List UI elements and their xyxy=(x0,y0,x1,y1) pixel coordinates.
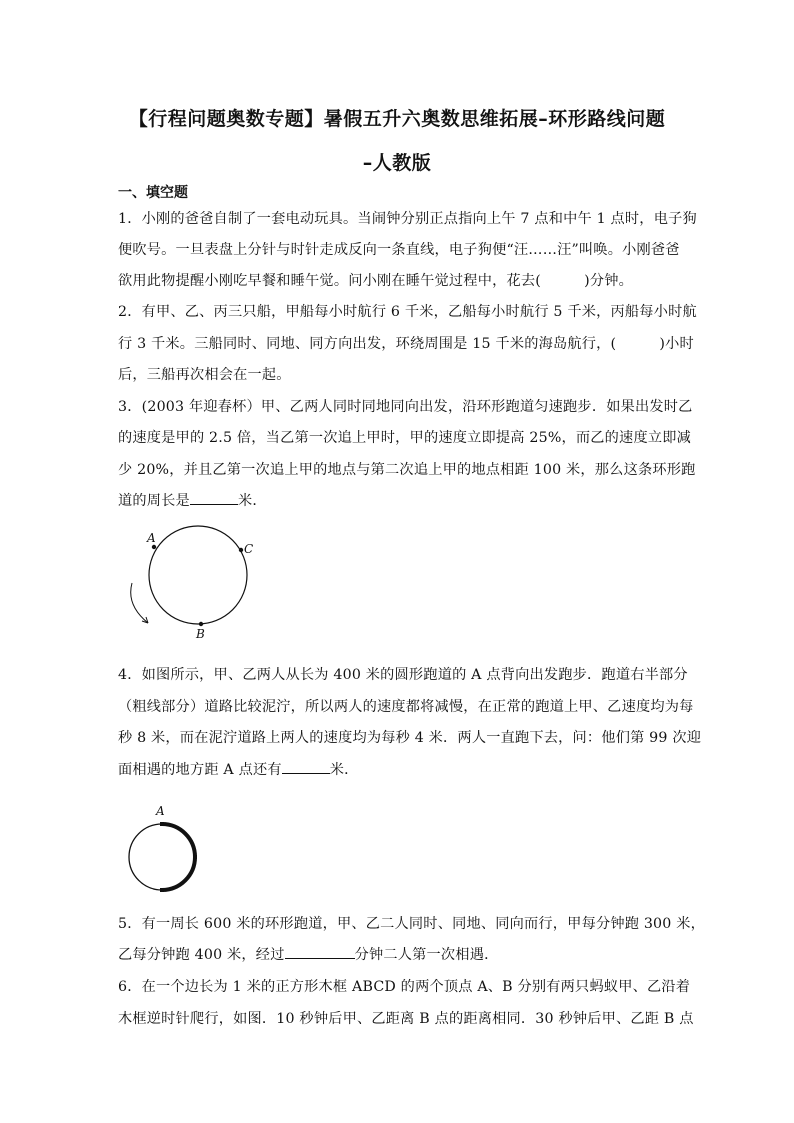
muddy-section xyxy=(162,824,195,890)
q2-line-2: 行 3 千米。三船同时、同地、同方向出发，环绕周围是 15 千米的海岛航行，( )小时 xyxy=(118,336,694,352)
q3-line-1: 3．(2003 年迎春杯）甲、乙两人同时同地同向出发，沿环形跑道匀速跑步．如果出发时乙 xyxy=(118,399,693,415)
q1-line-3: 欲用此物提醒小刚吃早餐和睡午觉。问小刚在睡午觉过程中，花去( )分钟。 xyxy=(118,273,634,289)
q4-line-4-start: 面相遇的地方距 A 点还有 xyxy=(118,762,282,778)
point-right xyxy=(193,855,197,859)
label-a: A xyxy=(147,531,156,545)
q5-line-2 xyxy=(118,944,678,964)
figure-circle-muddy xyxy=(120,800,220,895)
q4-line-2: （粗线部分）道路比较泥泞，所以两人的速度都将减慢，在正常的跑道上甲、乙速度均为每 xyxy=(118,699,694,715)
q2-line-3: 后，三船再次相会在一起。 xyxy=(118,367,291,383)
figure-circle-abc xyxy=(110,525,270,650)
q5-line-1: 5．有一周长 600 米的环形跑道，甲、乙二人同时、同地、同向而行，甲每分钟跑 300 米， xyxy=(118,916,705,932)
page-title: 【行程问题奥数专题】暑假五升六奥数思维拓展–环形路线问题 xyxy=(128,108,666,130)
q1-line-1: 1．小刚的爸爸自制了一套电动玩具。当闹钟分别正点指向上午 7 点和中午 1 点时，电子狗 xyxy=(118,211,697,227)
q1-line-2: 便吹号。一旦表盘上分针与时针走成反向一条直线，电子狗便“汪……汪”叫唤。小刚爸爸 xyxy=(118,242,680,258)
section-heading: 一、填空题 xyxy=(118,185,188,201)
q4-line-3: 秒 8 米，而在泥泞道路上两人的速度均为每秒 4 米．两人一直跑下去，问：他们第 99 次迎 xyxy=(118,730,702,746)
point-a xyxy=(160,822,164,826)
q6-line-2: 木框逆时针爬行，如图．10 秒钟后甲、乙距离 B 点的距离相同．30 秒钟后甲、乙距 B 点 xyxy=(118,1011,694,1027)
q3-line-3: 少 20%，并且乙第一次追上甲的地点与第二次追上甲的地点相距 100 米，那么这条环形跑 xyxy=(118,462,696,478)
q3-line-4 xyxy=(118,490,678,510)
point-a xyxy=(152,545,156,549)
label-b: B xyxy=(196,627,205,641)
point-bottom xyxy=(160,888,164,892)
q4-line-4 xyxy=(118,759,678,779)
answer-blank-q3[interactable] xyxy=(190,490,238,505)
label-c: C xyxy=(244,542,254,556)
q3-line-4-start: 道的周长是 xyxy=(118,493,190,509)
q5-line-2-end: 分钟二人第一次相遇． xyxy=(354,947,499,963)
label-a: A xyxy=(156,804,165,818)
point-b xyxy=(199,622,203,626)
page-title-continued: –人教版 xyxy=(362,152,432,174)
direction-arrow xyxy=(131,583,148,623)
q3-line-4-end: 米． xyxy=(237,493,267,509)
answer-blank-q4[interactable] xyxy=(282,759,330,774)
q5-line-2-start: 乙每分钟跑 400 米，经过 xyxy=(118,947,285,963)
q4-line-4-end: 米． xyxy=(329,762,359,778)
answer-blank-q5[interactable] xyxy=(285,944,355,959)
q4-line-1: 4．如图所示，甲、乙两人从长为 400 米的圆形跑道的 A 点背向出发跑步．跑道右半部分 xyxy=(118,667,688,683)
q3-line-2: 的速度是甲的 2.5 倍，当乙第一次追上甲时，甲的速度立即提高 25%，而乙的速度立即减 xyxy=(118,430,691,446)
point-c xyxy=(239,548,243,552)
q2-line-1: 2．有甲、乙、丙三只船，甲船每小时航行 6 千米，乙船每小时航行 5 千米，丙船每小时航 xyxy=(118,304,697,320)
q6-line-1: 6．在一个边长为 1 米的正方形木框 ABCD 的两个顶点 A、B 分别有两只蚂蚁甲、乙沿着 xyxy=(118,979,691,995)
circle-track xyxy=(149,526,247,624)
